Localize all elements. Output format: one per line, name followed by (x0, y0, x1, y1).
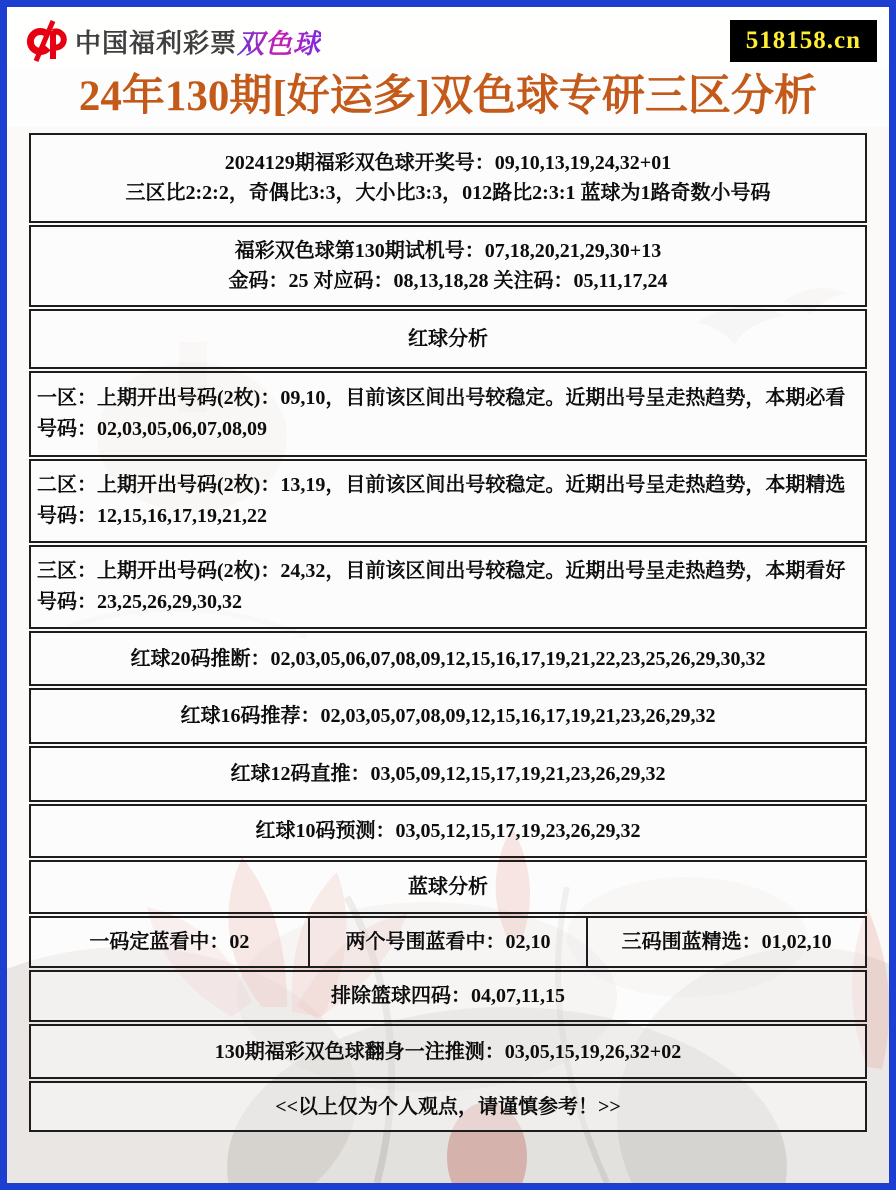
blue-ball-picks-row (29, 916, 867, 968)
blue-two-codes: 两个号围蓝看中：02,10 (310, 918, 589, 966)
site-header (7, 7, 889, 67)
zone1-analysis: 一区：上期开出号码(2枚)：09,10，目前该区间出号较稳定。近期出号呈走热趋势，本期必看号码：02,03,05,06,07,08,09 (29, 371, 867, 457)
page-title: 24年130期[好运多]双色球专研三区分析 (7, 67, 889, 127)
previous-draw-ratios: 三区比2:2:2，奇偶比3:3，大小比3:3，012路比2:3:1 蓝球为1路奇数小号码 (125, 182, 771, 204)
brand-name: 中国福利彩票 (75, 27, 238, 58)
red-10-codes: 红球10码预测：03,05,12,15,17,19,23,26,29,32 (29, 804, 867, 858)
red-20-codes: 红球20码推断：02,03,05,06,07,08,09,12,15,16,17,19,21,22,23,25,26,29,30,32 (29, 631, 867, 686)
blue-three-codes: 三码围蓝精选：01,02,10 (621, 931, 832, 953)
brand (23, 18, 321, 64)
red-16-codes: 红球16码推荐：02,03,05,07,08,09,12,15,16,17,19,21,23,26,29,32 (29, 688, 867, 744)
blue-exclude-codes: 排除篮球四码：04,07,11,15 (29, 970, 867, 1022)
test-number-box (29, 225, 867, 307)
gold-code-line: 金码：25 对应码：08,13,18,28 关注码：05,11,17,24 (228, 270, 668, 292)
site-url-badge: 518158.cn (730, 20, 877, 62)
previous-draw-numbers: 2024129期福彩双色球开奖号：09,10,13,19,24,32+01 (224, 152, 672, 174)
previous-draw-box (29, 133, 867, 223)
china-welfare-lottery-logo (23, 18, 69, 64)
red-ball-section-header: 红球分析 (29, 309, 867, 369)
blue-ball-section-header: 蓝球分析 (29, 860, 867, 914)
brand-product-name: 双色球 (237, 22, 321, 61)
disclaimer: <<以上仅为个人观点，请谨慎参考！>> (29, 1081, 867, 1132)
zone2-analysis: 二区：上期开出号码(2枚)：13,19，目前该区间出号较稳定。近期出号呈走热趋势，本期精选号码：12,15,16,17,19,21,22 (29, 459, 867, 543)
test-numbers: 福彩双色球第130期试机号：07,18,20,21,29,30+13 (234, 240, 662, 262)
blue-one-code: 一码定蓝看中：02 (31, 918, 310, 966)
red-12-codes: 红球12码直推：03,05,09,12,15,17,19,21,23,26,29,32 (29, 746, 867, 802)
zone3-analysis: 三区：上期开出号码(2枚)：24,32，目前该区间出号较稳定。近期出号呈走热趋势，本期看好号码：23,25,26,29,30,32 (29, 545, 867, 629)
analysis-table (29, 133, 867, 1132)
single-bet-prediction: 130期福彩双色球翻身一注推测：03,05,15,19,26,32+02 (29, 1024, 867, 1079)
